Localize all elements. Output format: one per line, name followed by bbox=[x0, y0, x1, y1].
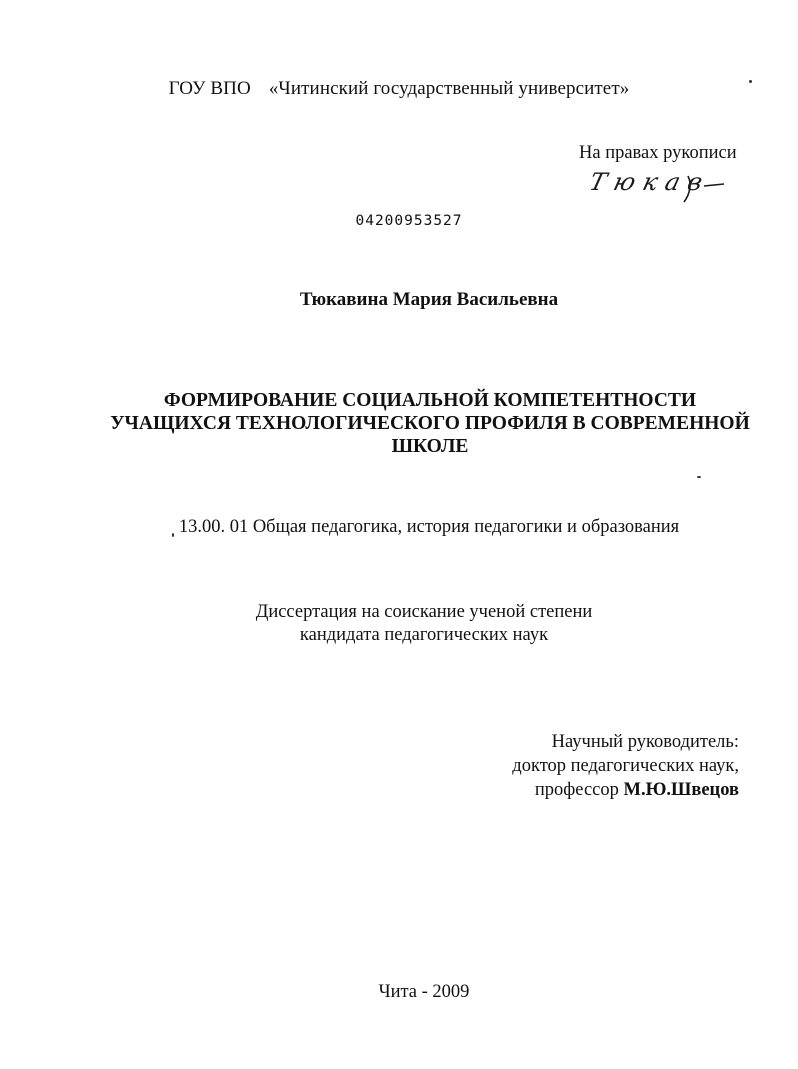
degree-line: кандидата педагогических наук bbox=[299, 625, 549, 645]
degree-line: Диссертация на соискание ученой степени bbox=[255, 602, 593, 622]
signature-text: Тюкав bbox=[586, 167, 706, 196]
title-line: УЧАЩИХСЯ ТЕХНОЛОГИЧЕСКОГО ПРОФИЛЯ В СОВРЕМЕННОЙ bbox=[110, 413, 750, 434]
title-line: ФОРМИРОВАНИЕ СОЦИАЛЬНОЙ КОМПЕТЕНТНОСТИ bbox=[163, 390, 697, 411]
manuscript-rights-notice: На правах рукописи bbox=[579, 143, 737, 163]
title-line: ШКОЛЕ bbox=[391, 436, 469, 457]
org-abbreviation: ГОУ ВПО bbox=[168, 78, 251, 99]
scientific-supervisor bbox=[512, 730, 739, 802]
university-name: «Читинский государственный университет» bbox=[268, 78, 630, 99]
specialty-code: 13.00. 01 Общая педагогика, история педагогики и образования bbox=[178, 517, 680, 537]
supervisor-name: М.Ю.Швецов bbox=[623, 780, 739, 800]
scan-speck bbox=[172, 533, 174, 537]
handwritten-signature bbox=[586, 166, 732, 204]
document-number: 04200953527 bbox=[355, 213, 463, 229]
institution-header bbox=[0, 78, 798, 100]
supervisor-rank-name bbox=[512, 778, 739, 802]
supervisor-rank: профессор bbox=[534, 780, 619, 800]
scan-speck bbox=[697, 476, 701, 478]
author-name: Тюкавина Мария Васильевна bbox=[299, 289, 559, 310]
city-year: Чита - 2009 bbox=[378, 982, 470, 1002]
scan-speck bbox=[749, 80, 752, 83]
dissertation-title bbox=[100, 389, 760, 458]
supervisor-degree: доктор педагогических наук, bbox=[512, 756, 739, 776]
degree-statement bbox=[0, 601, 798, 647]
supervisor-label: Научный руководитель: bbox=[551, 732, 739, 752]
